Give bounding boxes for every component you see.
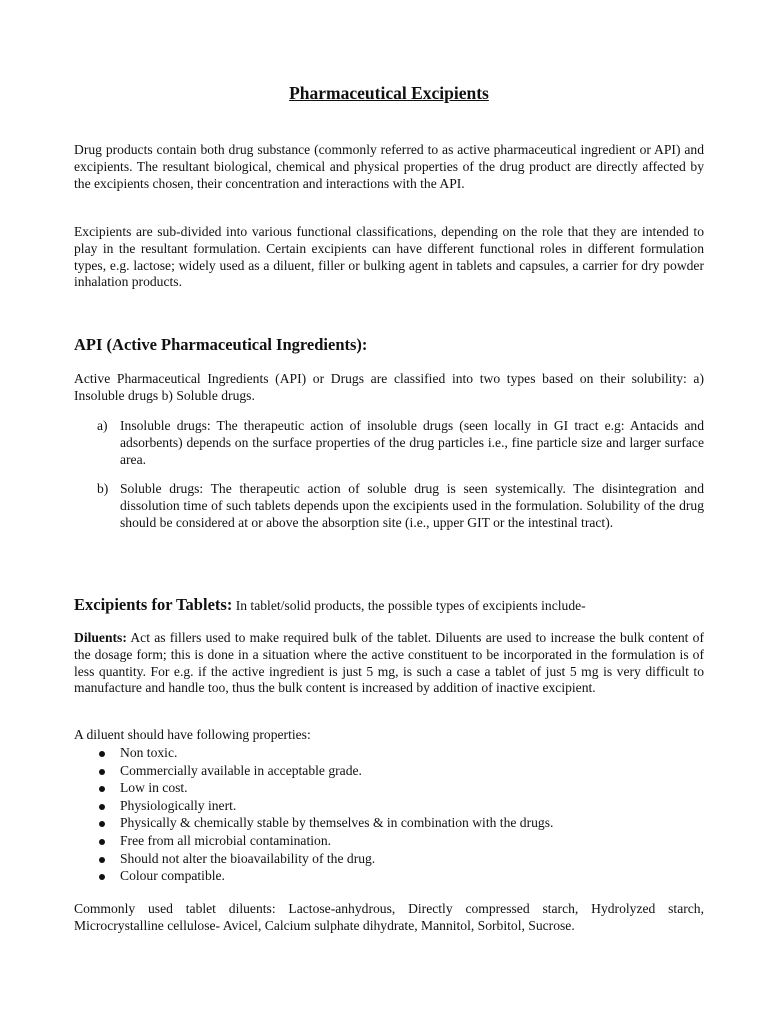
list-marker: b): [97, 481, 109, 497]
tablets-intro-text: In tablet/solid products, the possible types of excipients include-: [232, 598, 586, 613]
list-item-text: Non toxic.: [120, 745, 178, 760]
list-item: [74, 418, 704, 468]
list-item: [74, 763, 704, 781]
api-paragraph: Active Pharmaceutical Ingredients (API) or Drugs are classified into two types based on their solubility: a) Insoluble drugs b) Soluble drugs.: [74, 371, 704, 403]
bullet-icon: [99, 751, 105, 757]
list-marker: a): [97, 418, 108, 433]
bullet-icon: [99, 839, 105, 845]
bullet-icon: [99, 769, 105, 775]
list-item-text: Commercially available in acceptable grade.: [120, 762, 362, 778]
list-item: [74, 780, 704, 798]
list-item-text: Low in cost.: [120, 780, 188, 796]
tablets-heading: Excipients for Tablets: [74, 595, 227, 614]
intro-paragraph-1: Drug products contain both drug substance (commonly referred to as active pharmaceutical ingredient or API) and excipients. The resultant biological, chemical and physical properties of the drug product are directly affected by the excipients chosen, their concentration and interactions with the API.: [74, 142, 704, 191]
list-item: [74, 481, 704, 531]
page-title: Pharmaceutical Excipients: [289, 83, 489, 103]
list-item: [74, 798, 704, 816]
list-item-text: Free from all microbial contamination.: [120, 832, 332, 848]
tablets-heading-line: [74, 597, 704, 615]
bullet-icon: [99, 821, 105, 827]
bullet-icon: [99, 857, 105, 863]
bullet-icon: [99, 786, 105, 792]
diluents-text: Act as fillers used to make required bulk of the tablet. Diluents are used to increase the bulk content of the dosage form; this is done in a situation where the active constituent to be incorporated in the formulation is of less quantity. For e.g. if the active ingredient is just 5 mg, is such a case a tablet of just 5 mg is very difficult to manufacture and handle too, thus the bulk content is increased by addition of inactive excipient.: [74, 630, 704, 696]
list-item-text: Physiologically inert.: [120, 797, 237, 813]
list-item-text: Insoluble drugs: The therapeutic action of insoluble drugs (seen locally in GI tract e.g: Antacids and adsorbents) depends on the surface properties of the drug particles i.e., fine particle size and larger surface area.: [120, 418, 704, 467]
api-heading: API (Active Pharmaceutical Ingredients):: [74, 335, 368, 354]
api-drug-types-list: [74, 418, 704, 532]
list-item: [74, 868, 704, 886]
list-item: [74, 851, 704, 869]
diluents-paragraph: [74, 630, 704, 697]
list-item-text: Should not alter the bioavailability of the drug.: [120, 850, 376, 866]
common-diluents-paragraph: Commonly used tablet diluents: Lactose-anhydrous, Directly compressed starch, Hydrolyzed starch, Microcrystalline cellulose- Avicel, Calcium sulphate dihydrate, Mannitol, Sorbitol, Sucrose.: [74, 901, 704, 933]
diluent-properties-list: [74, 745, 704, 886]
list-item: [74, 833, 704, 851]
list-item-text: Physically & chemically stable by themselves & in combination with the drugs.: [120, 815, 554, 831]
document-page: [74, 0, 704, 1024]
diluents-label: Diluents:: [74, 630, 127, 645]
tablets-heading-colon: :: [226, 595, 233, 614]
list-item: [74, 745, 704, 763]
bullet-icon: [99, 804, 105, 810]
list-item-text: Soluble drugs: The therapeutic action of soluble drug is seen systemically. The disintegration and dissolution time of such tablets depends upon the excipients used in the formulation. Solubility of the drug should be considered at or above the absorption site (i.e., upper GIT or the intestinal tract).: [120, 481, 704, 530]
properties-intro: A diluent should have following properties:: [74, 727, 311, 742]
intro-paragraph-2: Excipients are sub-divided into various functional classifications, depending on the role that they are intended to play in the resultant formulation. Certain excipients can have different functional roles in different formulation types, e.g. lactose; widely used as a diluent, filler or bulking agent in tablets and capsules, a carrier for dry powder inhalation products.: [74, 224, 704, 290]
bullet-icon: [99, 874, 105, 880]
list-item: [74, 815, 704, 833]
list-item-text: Colour compatible.: [120, 868, 225, 884]
